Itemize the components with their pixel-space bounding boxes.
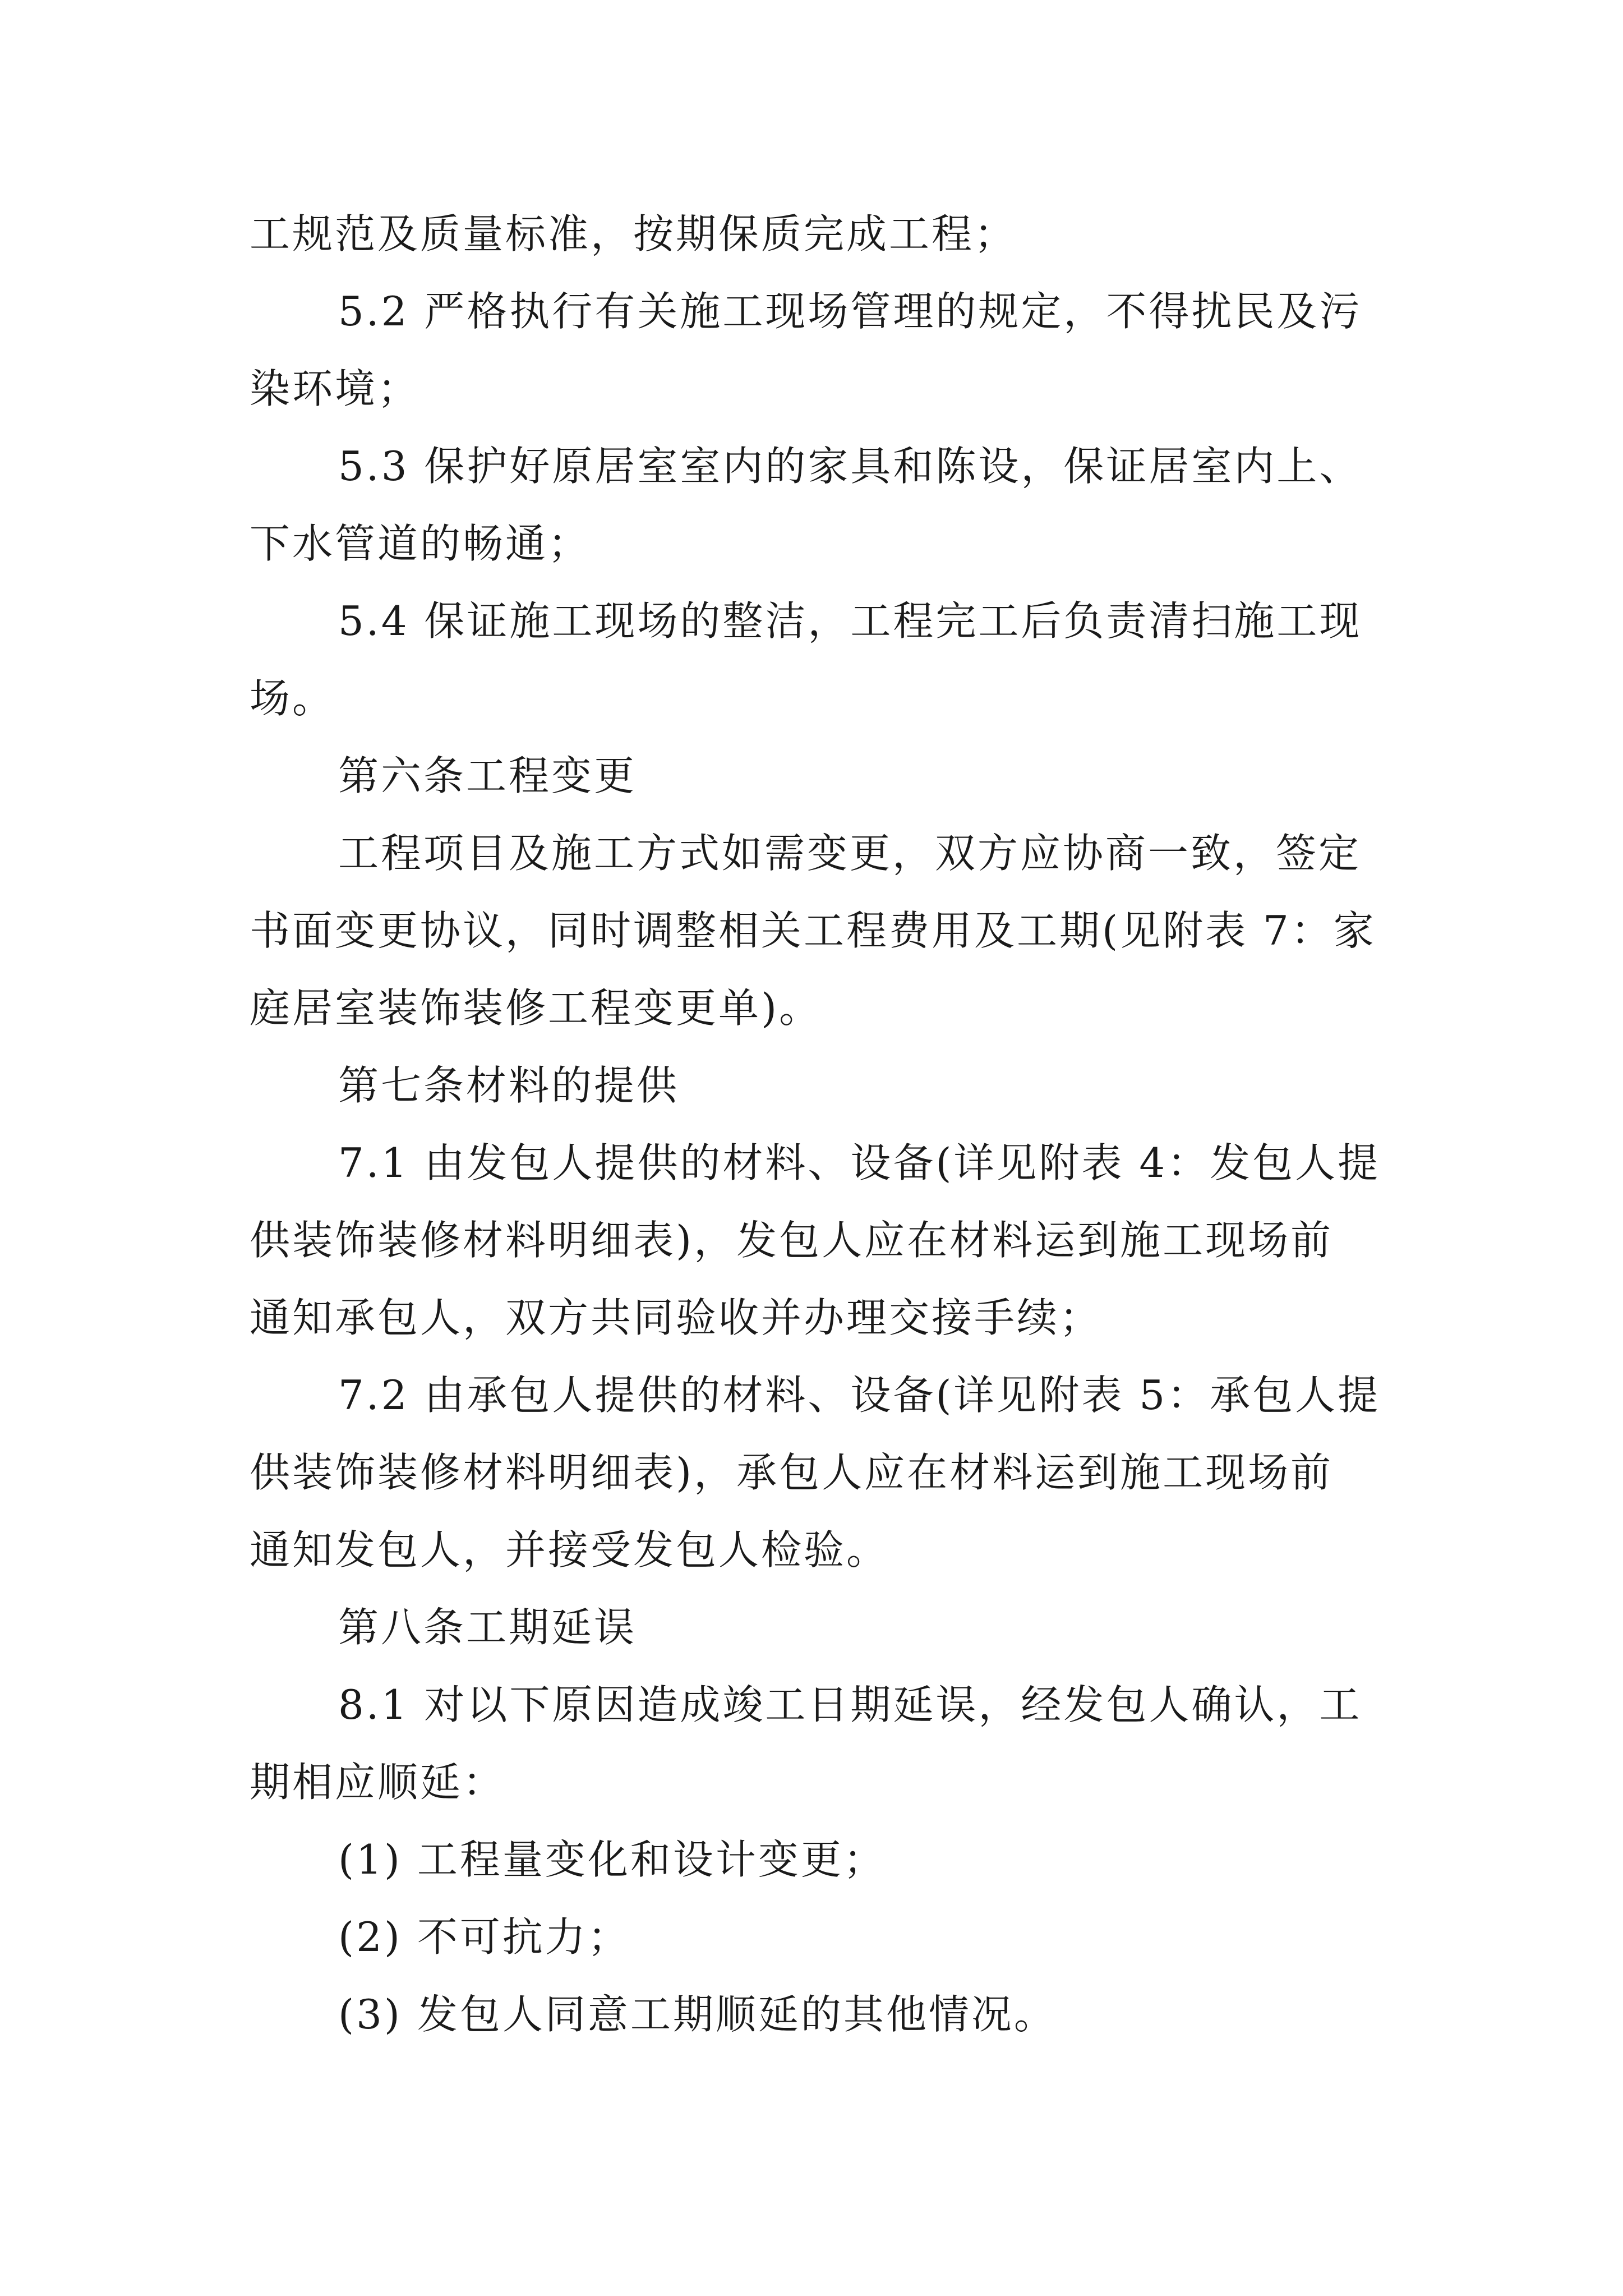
- clause-7-1-line-3: 通知承包人，双方共同验收并办理交接手续；: [250, 1294, 1103, 1341]
- article-6-line-2: 书面变更协议，同时调整相关工程费用及工期(见附表 7：家: [250, 907, 1376, 954]
- clause-7-2-line-3: 通知发包人，并接受发包人检验。: [250, 1526, 889, 1573]
- list-item-1: (1) 工程量变化和设计变更；: [338, 1836, 886, 1883]
- article-8-heading: 第八条工期延误: [338, 1604, 637, 1651]
- body-line: 工规范及质量标准，按期保质完成工程；: [250, 210, 1017, 257]
- clause-5-2-line-1: 5.2 严格执行有关施工现场管理的规定，不得扰民及污: [338, 288, 1362, 335]
- document-body: [250, 195, 1385, 2053]
- article-6-line-3: 庭居室装饰装修工程变更单)。: [250, 984, 822, 1032]
- clause-7-2-line-2: 供装饰装修材料明细表)，承包人应在材料运到施工现场前: [250, 1449, 1334, 1496]
- clause-5-4-line-1: 5.4 保证施工现场的整洁，工程完工后负责清扫施工现: [338, 597, 1362, 645]
- article-6-line-1: 工程项目及施工方式如需变更，双方应协商一致，签定: [338, 830, 1362, 877]
- clause-8-1-line-2: 期相应顺延：: [250, 1759, 506, 1806]
- article-7-heading: 第七条材料的提供: [338, 1062, 680, 1109]
- clause-5-2-line-2: 染环境；: [250, 365, 421, 412]
- clause-5-3-line-2: 下水管道的畅通；: [250, 520, 591, 567]
- clause-5-3-line-1: 5.3 保护好原居室室内的家具和陈设，保证居室内上、: [338, 443, 1362, 490]
- clause-7-2-line-1: 7.2 由承包人提供的材料、设备(详见附表 5：承包人提: [338, 1372, 1381, 1419]
- list-item-3: (3) 发包人同意工期顺延的其他情况。: [338, 1991, 1057, 2038]
- clause-5-4-line-2: 场。: [250, 675, 335, 722]
- clause-8-1-line-1: 8.1 对以下原因造成竣工日期延误，经发包人确认，工: [338, 1681, 1362, 1728]
- list-item-2: (2) 不可抗力；: [338, 1913, 630, 1961]
- clause-7-1-line-2: 供装饰装修材料明细表)，发包人应在材料运到施工现场前: [250, 1217, 1334, 1264]
- clause-7-1-line-1: 7.1 由发包人提供的材料、设备(详见附表 4：发包人提: [338, 1139, 1381, 1186]
- article-6-heading: 第六条工程变更: [338, 752, 637, 799]
